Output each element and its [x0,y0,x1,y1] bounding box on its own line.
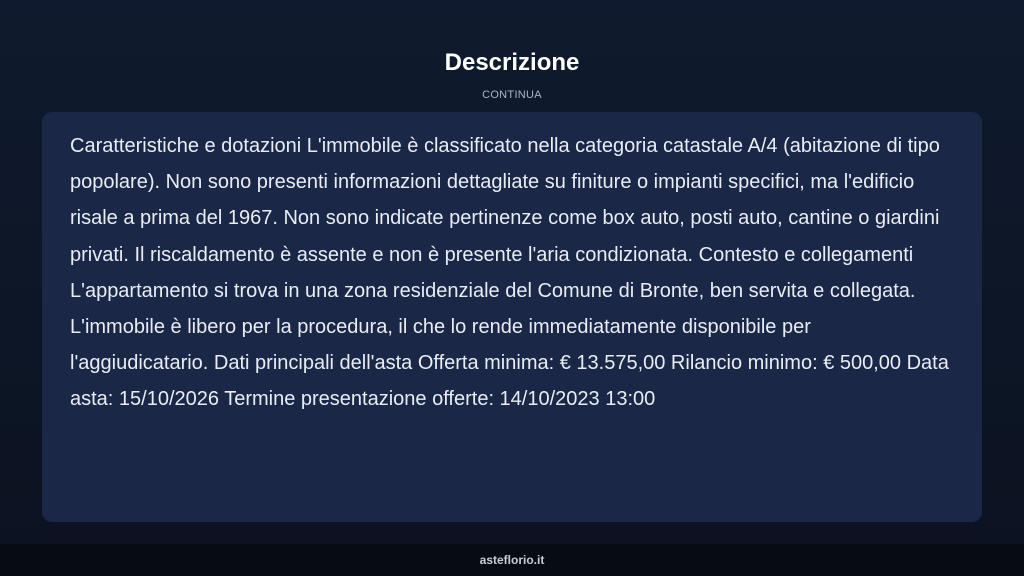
footer-bar [0,544,1024,576]
continue-label: CONTINUA [482,89,542,101]
site-name: asteflorio.it [479,553,545,567]
description-text: Caratteristiche e dotazioni L'immobile è classificato nella categoria catastale A/4 (abitazione di tipo popolare). Non sono presenti informazioni dettagliate su finiture o impianti specifici, ma l'edificio risale a prima del 1967. Non sono indicate pertinenze come box auto, posti auto, cantine o giardini privati. Il riscaldamento è assente e non è presente l'aria condizionata. Contesto e collegamenti L'appartamento si trova in una zona residenziale del Comune di Bronte, ben servita e collegata. L'immobile è libero per la procedura, il che lo rende immediatamente disponibile per l'aggiudicatario. Dati principali dell'asta Offerta minima: € 13.575,00 Rilancio minimo: € 500,00 Data asta: 15/10/2026 Termine presentazione offerte: 14/10/2023 13:00 [70,135,949,411]
page-header [0,48,1024,102]
page-title: Descrizione [444,49,580,76]
description-card [42,112,982,522]
